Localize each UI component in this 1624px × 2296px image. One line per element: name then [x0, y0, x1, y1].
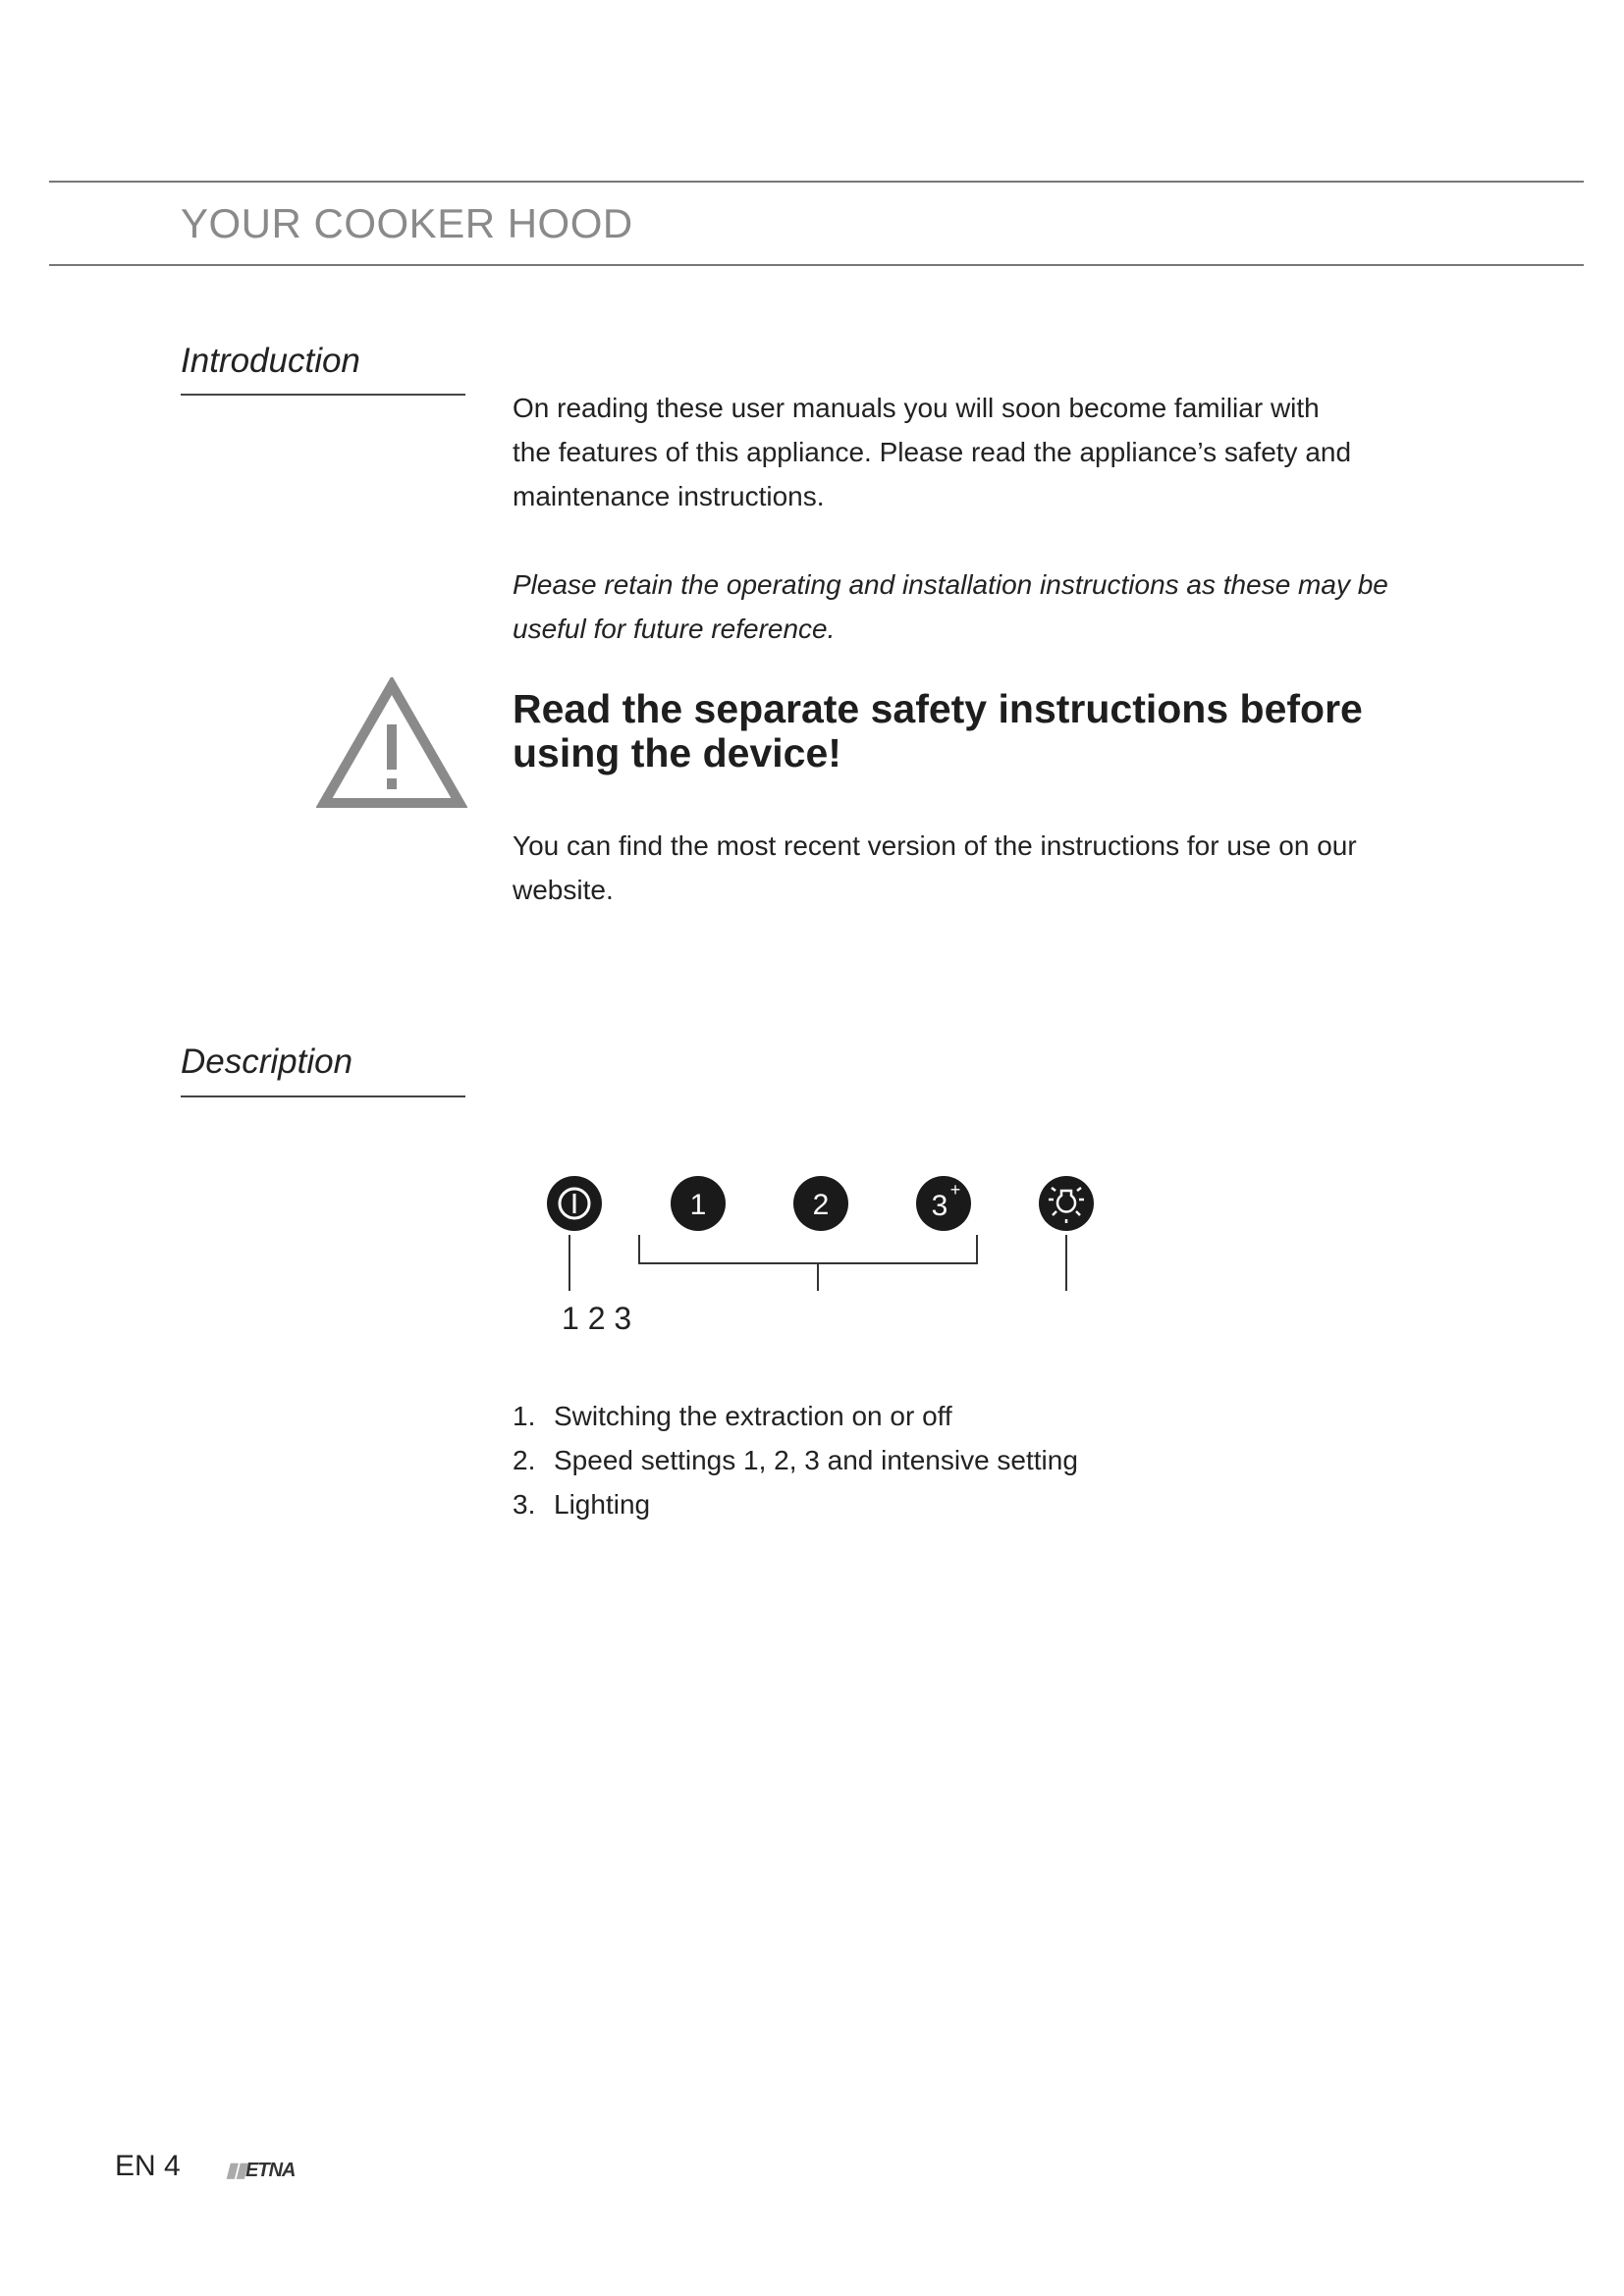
retain-paragraph: [513, 562, 1475, 651]
safety-warning-heading: [513, 687, 1455, 775]
callout-lines: [569, 1235, 1066, 1291]
list-number: 3.: [513, 1489, 536, 1520]
text-line: Please retain the operating and installation instructions as these may be: [513, 569, 1388, 600]
text-line: On reading these user manuals you will soon become familiar with: [513, 393, 1320, 423]
text-line: maintenance instructions.: [513, 481, 825, 511]
warning-triangle-icon: [316, 677, 467, 811]
svg-text:2: 2: [812, 1189, 830, 1221]
text-line: Read the separate safety instructions before: [513, 686, 1363, 731]
svg-text:3: 3: [931, 1190, 948, 1222]
website-paragraph: [513, 824, 1475, 912]
logo-text: ETNA: [245, 2160, 296, 2181]
text-line: website.: [513, 875, 614, 905]
intro-paragraph: [513, 386, 1475, 518]
page-number: EN 4: [115, 2150, 181, 2182]
speed-1-icon: [671, 1176, 726, 1231]
light-bulb-icon: [1039, 1176, 1094, 1231]
text-line: You can find the most recent version of the instructions for use on our: [513, 830, 1357, 861]
list-item: [513, 1394, 1078, 1438]
svg-text:1: 1: [689, 1189, 707, 1221]
list-number: 2.: [513, 1445, 536, 1475]
etna-logo: ▮▮ETNA: [226, 2160, 296, 2181]
svg-text:+: +: [949, 1180, 961, 1200]
list-number: 1.: [513, 1401, 536, 1431]
description-underline: [181, 1095, 465, 1097]
text-line: the features of this appliance. Please read the appliance’s safety and: [513, 437, 1352, 467]
callout-numbers: 1 2 3: [562, 1301, 632, 1336]
list-text: Switching the extraction on or off: [554, 1401, 952, 1431]
page-title: YOUR COOKER HOOD: [181, 200, 633, 246]
description-heading: Description: [181, 1042, 353, 1081]
header-top-rule: [49, 181, 1584, 183]
text-line: useful for future reference.: [513, 614, 836, 644]
introduction-underline: [181, 394, 465, 396]
function-list: [513, 1394, 1078, 1526]
list-item: [513, 1482, 1078, 1526]
list-text: Lighting: [554, 1489, 651, 1520]
speed-3-intensive-icon: [916, 1176, 971, 1231]
power-icon: [547, 1176, 602, 1231]
introduction-heading: Introduction: [181, 342, 360, 380]
speed-2-icon: [793, 1176, 848, 1231]
header-bottom-rule: [49, 264, 1584, 266]
control-panel-diagram: [530, 1158, 1119, 1306]
text-line: using the device!: [513, 730, 841, 775]
list-item: [513, 1438, 1078, 1482]
list-text: Speed settings 1, 2, 3 and intensive setting: [554, 1445, 1078, 1475]
